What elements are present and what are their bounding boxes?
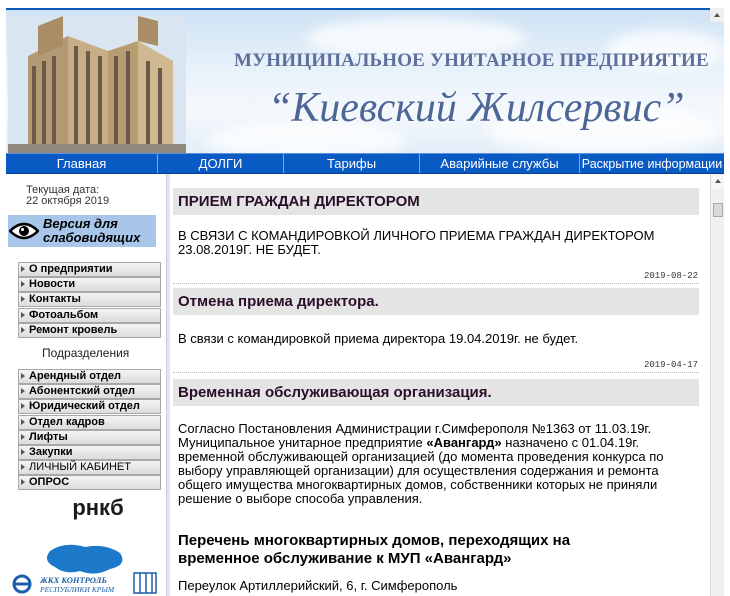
current-date-value: 22 октября 2019 [26,195,110,207]
content-scrollbar[interactable] [710,174,724,596]
post-title-3[interactable]: Временная обслуживающая организация. [173,379,699,406]
menu-personal-account[interactable]: ЛИЧНЫЙ КАБИНЕТ [18,460,161,475]
post-divider [173,372,699,373]
post-title-1[interactable]: ПРИЕМ ГРАЖДАН ДИРЕКТОРОМ [173,188,699,215]
post-body-3-bold: «Авангард» [426,435,502,450]
menu-elevators[interactable]: Лифты [18,430,161,445]
nav-disclosure[interactable]: Раскрытие информации [581,157,723,171]
menu-procurement[interactable]: Закупки [18,445,161,460]
zhkh-logo-line2: РЕСПУБЛИКИ КРЫМ [40,585,115,594]
menu-subscriber-department[interactable]: Абонентский отдел [18,384,161,399]
zhkh-logo-line1: ЖКХ КОНТРОЛЬ [40,575,107,585]
menu-contacts[interactable]: Контакты [18,292,161,307]
low-vision-line2: слабовидящих [43,230,141,245]
left-sidebar [6,174,166,596]
post-body-3-pre: Согласно Постановления Администрации г.Симферополя №1363 от 11.03.19г. Муниципальное унитарное предприятие [178,421,652,450]
menu-photo-album[interactable]: Фотоальбом [18,308,161,323]
menu-hr-department[interactable]: Отдел кадров [18,415,161,430]
page-scroll-up-icon[interactable] [710,8,724,22]
post-3-subtitle: Перечень многоквартирных домов, переходящих на временное обслуживание к МУП «Авангард» [178,532,571,567]
post-body-1-line1: В СВЯЗИ С КОМАНДИРОВКОЙ ЛИЧНОГО ПРИЕМА ГРАЖДАН ДИРЕКТОРОМ [178,228,655,243]
nav-emergency[interactable]: Аварийные службы [420,154,580,173]
menu-rental-department[interactable]: Арендный отдел [18,369,161,384]
current-date-label: Текущая дата: [26,184,100,196]
rnkb-logo-text: рнкб [72,495,124,520]
main-nav [6,153,724,174]
scroll-thumb[interactable] [713,203,723,217]
nav-debts[interactable]: ДОЛГИ [158,154,284,173]
zhkh-control-logo[interactable] [10,539,162,596]
menu-roof-repair[interactable]: Ремонт кровель [18,323,161,338]
post-date-2: 2019-04-17 [643,360,698,370]
low-vision-line1: Версия для [43,216,118,231]
header-org-name: “Киевский Жилсервис” [268,85,685,131]
menu-legal-department[interactable]: Юридический отдел [18,399,161,414]
divisions-menu [18,369,161,491]
menu-news[interactable]: Новости [18,277,161,292]
header-org-type: МУНИЦИПАЛЬНОЕ УНИТАРНОЕ ПРЕДПРИЯТИЕ [234,50,709,71]
post-body-1-line2: 23.08.2019Г. НЕ БУДЕТ. [178,242,321,257]
post-date-1: 2019-08-22 [643,271,698,281]
nav-home[interactable]: Главная [6,154,158,173]
news-feed [170,174,710,596]
main-menu [18,262,161,338]
menu-survey[interactable]: ОПРОС [18,475,161,490]
post-title-2[interactable]: Отмена приема директора. [173,288,699,315]
post-body-2: В связи с командировкой приема директора 19.04.2019г. не будет. [178,331,579,346]
post-divider [173,283,699,284]
divisions-heading: Подразделения [42,346,130,360]
post-body-3 [178,422,683,506]
eye-icon [9,220,39,242]
menu-about[interactable]: О предприятии [18,262,161,277]
post-body-1 [178,229,698,257]
low-vision-version-button[interactable] [8,215,156,247]
rnkb-logo[interactable] [62,495,134,521]
scroll-up-icon[interactable] [712,175,724,189]
building-image [8,16,186,153]
post-body-3-post: назначено с 01.04.19г. временной обслуживающей организацией (до момента проведения конкурса по выбору управляющей организации) для осуществления содержания и ремонта общего имущества многоквартирных домов, собственники которых не приняли решение о выборе способа управления. [178,435,664,506]
nav-tariffs[interactable]: Тарифы [284,154,420,173]
post-3-address: Переулок Артиллерийский, 6, г. Симферополь [178,578,458,593]
site-header [6,8,724,153]
